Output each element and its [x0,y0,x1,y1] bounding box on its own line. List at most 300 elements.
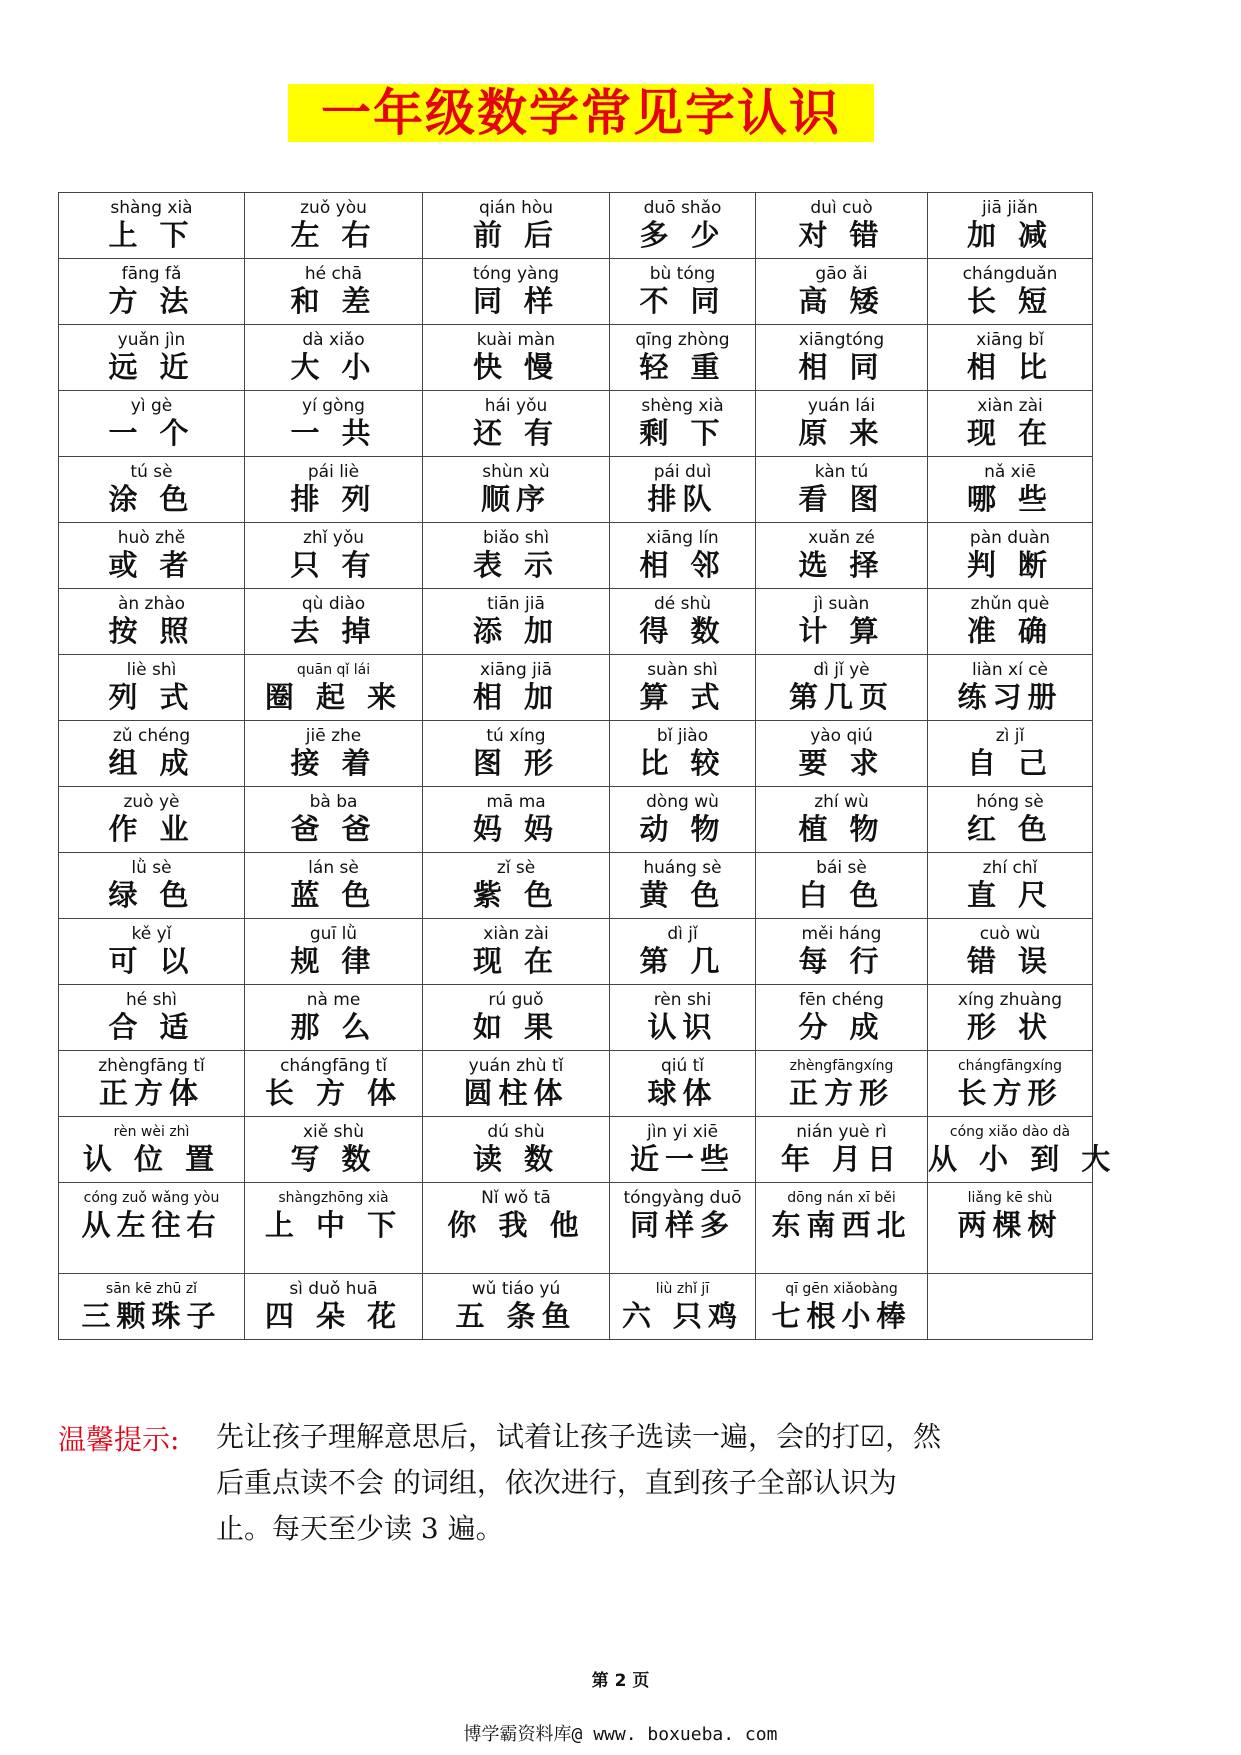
word-cell [59,589,245,655]
hanzi-text: 如 果 [472,1010,560,1044]
pinyin-text: zǐ sè [496,858,536,878]
word-cell [610,457,756,523]
hanzi-text: 和 差 [290,284,377,318]
table-row [59,457,1093,523]
word-cell [756,1183,928,1274]
pinyin-text: chángfāng tǐ [280,1056,387,1076]
hanzi-text: 多 少 [639,218,726,252]
word-cell [610,1117,756,1183]
pinyin-text: liù zhǐ jī [655,1281,710,1297]
hanzi-text: 排 列 [290,482,377,516]
tip-text [216,1414,976,1552]
word-cell [245,655,423,721]
pinyin-text: rèn wèi zhì [113,1124,190,1140]
word-cell [423,985,610,1051]
hanzi-text: 组 成 [108,746,195,780]
hanzi-text: 选 择 [798,548,885,582]
pinyin-text: zuǒ yòu [300,198,367,218]
word-cell [756,655,928,721]
pinyin-text: pái duì [653,462,712,482]
hanzi-text: 接 着 [290,746,377,780]
hanzi-text: 动 物 [639,812,726,846]
pinyin-text: liǎng kē shù [967,1190,1053,1206]
hanzi-text: 排队 [647,482,718,516]
pinyin-text: dé shù [653,594,712,614]
hanzi-text: 写 数 [290,1142,377,1176]
pinyin-text: kuài màn [476,330,556,350]
hanzi-text: 准 确 [966,614,1054,648]
pinyin-text: gāo ǎi [815,264,868,284]
pinyin-text: dōng nán xī běi [787,1190,896,1206]
page-title: 一年级数学常见字认识 [288,84,874,142]
pinyin-text: xiě shù [302,1122,365,1142]
hanzi-text: 看 图 [798,482,885,516]
hanzi-text: 现 在 [472,944,560,978]
table-row [59,919,1093,985]
word-cell [59,1274,245,1340]
tip-line: 止。每天至少读 3 遍。 [216,1512,504,1545]
hanzi-text: 紫 色 [472,878,560,912]
word-cell [610,787,756,853]
pinyin-text: tóngyàng duō [623,1188,742,1208]
hanzi-text: 正方形 [788,1076,894,1110]
word-cell [245,1051,423,1117]
hanzi-text: 从左往右 [81,1208,222,1242]
word-cell [928,1051,1093,1117]
pinyin-text: lǜ sè [131,858,172,878]
word-cell [610,919,756,985]
pinyin-text: cóng zuǒ wǎng yòu [83,1190,220,1206]
pinyin-text: zhǔn què [970,594,1050,614]
word-cell [610,391,756,457]
hanzi-text: 每 行 [798,944,885,978]
word-cell [610,1051,756,1117]
table-row [59,787,1093,853]
word-cell [756,853,928,919]
hanzi-text: 大 小 [290,350,377,384]
hanzi-text: 近一些 [629,1142,735,1176]
hanzi-text: 六 只鸡 [621,1299,744,1333]
hanzi-text: 同样多 [629,1208,735,1242]
pinyin-text: nǎ xiē [984,462,1036,482]
tip-label: 温馨提示: [58,1423,180,1456]
hanzi-text: 现 在 [966,416,1054,450]
pinyin-text: xíng zhuàng [957,990,1063,1010]
hanzi-text: 快 慢 [472,350,560,384]
word-cell [756,1274,928,1340]
word-cell [59,325,245,391]
word-cell [59,523,245,589]
pinyin-text: liàn xí cè [971,660,1049,680]
word-cell [756,721,928,787]
pinyin-text: nà me [306,990,361,1010]
pinyin-text: pái liè [307,462,360,482]
pinyin-text: zhí wù [814,792,869,812]
word-cell [756,1051,928,1117]
hanzi-text: 错 误 [966,944,1054,978]
word-cell [245,721,423,787]
pinyin-text: hóng sè [976,792,1044,812]
pinyin-text: tiān jiā [487,594,545,614]
hanzi-text: 只 有 [290,548,377,582]
pinyin-text: yí gòng [302,396,365,416]
pinyin-text: nián yuè rì [796,1122,887,1142]
pinyin-text: suàn shì [647,660,718,680]
word-cell [610,1183,756,1274]
word-cell [756,457,928,523]
pinyin-text: xiāngtóng [798,330,885,350]
word-cell [59,193,245,259]
pinyin-text: àn zhào [117,594,186,614]
hanzi-text: 绿 色 [108,878,195,912]
table-row [59,325,1093,391]
pinyin-text: biǎo shì [482,528,550,548]
hanzi-text: 一 共 [290,416,377,450]
pinyin-text: yuán lái [807,396,876,416]
pinyin-text: xiāng jiā [479,660,553,680]
word-cell [928,589,1093,655]
hanzi-text: 黄 色 [639,878,726,912]
pinyin-text: bái sè [816,858,867,878]
word-cell [928,193,1093,259]
hanzi-text: 自 己 [966,746,1054,780]
hanzi-text: 添 加 [472,614,560,648]
word-cell [423,457,610,523]
pinyin-text: duō shǎo [643,198,722,218]
table-row [59,655,1093,721]
word-cell [928,523,1093,589]
hanzi-text: 判 断 [966,548,1054,582]
pinyin-text: jì suàn [813,594,870,614]
word-cell [928,985,1093,1051]
word-cell [423,589,610,655]
pinyin-text: dì jǐ yè [813,660,870,680]
word-cell [423,721,610,787]
hanzi-text: 合 适 [108,1010,195,1044]
word-table [58,192,1117,1340]
hanzi-text: 相 比 [966,350,1054,384]
pinyin-text: yuǎn jìn [117,330,186,350]
word-cell [610,853,756,919]
hanzi-text: 或 者 [108,548,195,582]
word-cell [756,787,928,853]
table-row [59,1051,1093,1117]
hanzi-text: 五 条鱼 [455,1299,577,1333]
pinyin-text: bù tóng [649,264,716,284]
pinyin-text: dà xiǎo [302,330,365,350]
hanzi-text: 剩 下 [639,416,726,450]
word-cell [59,721,245,787]
word-cell [245,1274,423,1340]
word-cell [610,985,756,1051]
hanzi-text: 正方体 [98,1076,204,1110]
word-cell [756,523,928,589]
pinyin-text: hé chā [304,264,363,284]
hanzi-text: 蓝 色 [290,878,377,912]
pinyin-text: qián hòu [478,198,554,218]
word-cell [59,853,245,919]
pinyin-text: sì duǒ huā [289,1279,378,1299]
pinyin-text: lán sè [308,858,359,878]
pinyin-text: chángduǎn [962,264,1058,284]
hanzi-text: 规 律 [290,944,377,978]
pinyin-text: duì cuò [810,198,873,218]
word-cell [756,193,928,259]
tip-line: 先让孩子理解意思后，试着让孩子选读一遍，会的打☑，然 [216,1420,942,1453]
hanzi-text: 计 算 [798,614,885,648]
hanzi-text: 相 同 [798,350,885,384]
word-cell [928,391,1093,457]
pinyin-text: dòng wù [646,792,719,812]
hanzi-text: 远 近 [108,350,195,384]
pinyin-text: jiē zhe [305,726,362,746]
hanzi-text: 还 有 [472,416,560,450]
word-cell [245,259,423,325]
pinyin-text: zhèngfāng tǐ [98,1056,205,1076]
word-cell [245,589,423,655]
word-cell [423,1117,610,1183]
table-row [59,853,1093,919]
word-cell [245,853,423,919]
hanzi-text: 表 示 [472,548,560,582]
table-row [59,391,1093,457]
pinyin-text: xiāng bǐ [976,330,1044,350]
hanzi-text: 上 中 下 [264,1208,403,1242]
word-cell [245,1183,423,1274]
pinyin-text: měi háng [801,924,882,944]
word-cell [245,193,423,259]
hanzi-text: 球体 [647,1076,718,1110]
hanzi-text: 直 尺 [966,878,1054,912]
hanzi-text: 年 月日 [780,1142,903,1176]
hanzi-text: 按 照 [108,614,195,648]
pinyin-text: qù diào [301,594,366,614]
pinyin-text: xiāng lín [646,528,719,548]
table-row [59,193,1093,259]
word-cell [756,391,928,457]
hanzi-text: 列 式 [108,680,195,714]
pinyin-text: qīng zhòng [635,330,730,350]
pinyin-text: hé shì [126,990,177,1010]
word-cell [59,787,245,853]
pinyin-text: wǔ tiáo yú [471,1279,561,1299]
table-row [59,1117,1093,1183]
pinyin-text: xuǎn zé [808,528,875,548]
hanzi-text: 比 较 [639,746,726,780]
hanzi-text: 植 物 [798,812,885,846]
hanzi-text: 你 我 他 [447,1208,585,1242]
pinyin-text: cuò wù [979,924,1041,944]
pinyin-text: xiàn zài [977,396,1043,416]
hanzi-text: 妈 妈 [472,812,560,846]
word-cell [423,325,610,391]
table-row [59,1183,1093,1274]
hanzi-text: 轻 重 [639,350,726,384]
word-cell [245,1117,423,1183]
word-cell [59,259,245,325]
word-cell [423,1274,610,1340]
table-row [59,721,1093,787]
word-cell [423,259,610,325]
hanzi-text: 高 矮 [798,284,885,318]
hanzi-text: 分 成 [798,1010,885,1044]
word-cell [245,457,423,523]
word-cell [756,919,928,985]
hanzi-text: 长方形 [957,1076,1063,1110]
word-cell [928,721,1093,787]
word-cell [928,919,1093,985]
word-cell [756,325,928,391]
hanzi-text: 得 数 [639,614,726,648]
hanzi-text: 作 业 [108,812,195,846]
hanzi-text: 东南西北 [771,1208,912,1242]
hanzi-text: 一 个 [108,416,195,450]
pinyin-text: shùn xù [482,462,550,482]
hanzi-text: 练习册 [957,680,1063,714]
word-cell [245,985,423,1051]
hanzi-text: 顺序 [480,482,551,516]
hanzi-text: 第几页 [788,680,894,714]
pinyin-text: yuán zhù tǐ [468,1056,564,1076]
pinyin-text: dú shù [487,1122,545,1142]
pinyin-text: zǔ chéng [112,726,191,746]
word-cell [423,391,610,457]
word-cell [245,919,423,985]
word-cell [610,1274,756,1340]
hanzi-text: 方 法 [108,284,195,318]
pinyin-text: shàng xià [110,198,193,218]
word-cell [423,523,610,589]
pinyin-text: zì jǐ [995,726,1025,746]
pinyin-text: fāng fǎ [121,264,182,284]
pinyin-text: bà ba [309,792,358,812]
tip-line: 后重点读不会 的词组，依次进行，直到孩子全部认识为 [216,1466,897,1499]
pinyin-text: fēn chéng [799,990,884,1010]
hanzi-text: 红 色 [966,812,1054,846]
word-cell [59,391,245,457]
word-cell [928,787,1093,853]
hanzi-text: 白 色 [798,878,885,912]
pinyin-text: zuò yè [123,792,180,812]
hanzi-text: 三颗珠子 [81,1299,222,1333]
pinyin-text: yì gè [130,396,173,416]
word-cell [928,457,1093,523]
word-cell [423,1183,610,1274]
word-cell [423,193,610,259]
hanzi-text: 两棵树 [957,1208,1063,1242]
hanzi-text: 读 数 [472,1142,560,1176]
pinyin-text: zhǐ yǒu [302,528,365,548]
word-cell [245,523,423,589]
word-cell [610,193,756,259]
hanzi-text: 原 来 [798,416,885,450]
pinyin-text: quān qǐ lái [296,662,371,678]
word-cell [756,589,928,655]
word-cell [928,853,1093,919]
hanzi-text: 相 加 [472,680,560,714]
hanzi-text: 涂 色 [108,482,195,516]
word-cell [610,721,756,787]
hanzi-text: 认识 [647,1010,718,1044]
pinyin-text: dì jǐ [667,924,698,944]
pinyin-text: tú sè [130,462,173,482]
pinyin-text: kàn tú [814,462,869,482]
table-row [59,1274,1093,1340]
word-cell [928,655,1093,721]
hanzi-text: 算 式 [639,680,726,714]
pinyin-text: tóng yàng [472,264,560,284]
hanzi-text: 哪 些 [966,482,1054,516]
word-cell [423,1051,610,1117]
word-table-body [59,193,1117,1340]
word-cell [928,325,1093,391]
pinyin-text: jìn yi xiē [646,1122,719,1142]
word-cell [245,391,423,457]
pinyin-text: Nǐ wǒ tā [481,1188,551,1208]
hanzi-text: 加 减 [966,218,1054,252]
hanzi-text: 圈 起 来 [264,680,403,714]
hanzi-text: 不 同 [639,284,726,318]
pinyin-text: jiā jiǎn [982,198,1038,218]
pinyin-text: pàn duàn [969,528,1051,548]
hanzi-text: 长 方 体 [264,1076,403,1110]
table-row [59,259,1093,325]
word-cell [928,1274,1093,1340]
word-cell [423,919,610,985]
hanzi-text: 前 后 [472,218,560,252]
pinyin-text: bǐ jiào [656,726,709,746]
word-cell [59,655,245,721]
word-cell [610,259,756,325]
word-cell [756,1117,928,1183]
pinyin-text: tú xíng [486,726,546,746]
word-cell [423,853,610,919]
pinyin-text: qī gēn xiǎobàng [785,1281,898,1297]
pinyin-text: guī lǜ [309,924,358,944]
hanzi-text: 图 形 [472,746,560,780]
word-cell [756,259,928,325]
word-cell [928,1117,1117,1183]
pinyin-text: huáng sè [643,858,722,878]
pinyin-text: shèng xià [641,396,724,416]
word-cell [610,325,756,391]
table-row [59,589,1093,655]
word-cell [756,985,928,1051]
word-cell [59,1183,245,1274]
hanzi-text: 四 朵 花 [264,1299,403,1333]
word-cell [59,1051,245,1117]
pinyin-text: rèn shi [653,990,712,1010]
pinyin-text: huò zhě [117,528,186,548]
hanzi-text: 去 掉 [290,614,377,648]
word-cell [610,655,756,721]
hanzi-text: 左 右 [290,218,377,252]
page-number: 第 2 页 [591,1671,650,1691]
word-cell [59,457,245,523]
hanzi-text: 爸 爸 [290,812,377,846]
word-cell [610,589,756,655]
word-cell [423,655,610,721]
hanzi-text: 长 短 [966,284,1054,318]
word-cell [928,1183,1093,1274]
pinyin-text: rú guǒ [488,990,544,1010]
word-cell [423,787,610,853]
pinyin-text: sān kē zhū zǐ [105,1281,198,1297]
hanzi-text: 形 状 [966,1010,1054,1044]
pinyin-text: chángfāngxíng [957,1058,1063,1074]
pinyin-text: liè shì [126,660,177,680]
pinyin-text: xiàn zài [483,924,549,944]
